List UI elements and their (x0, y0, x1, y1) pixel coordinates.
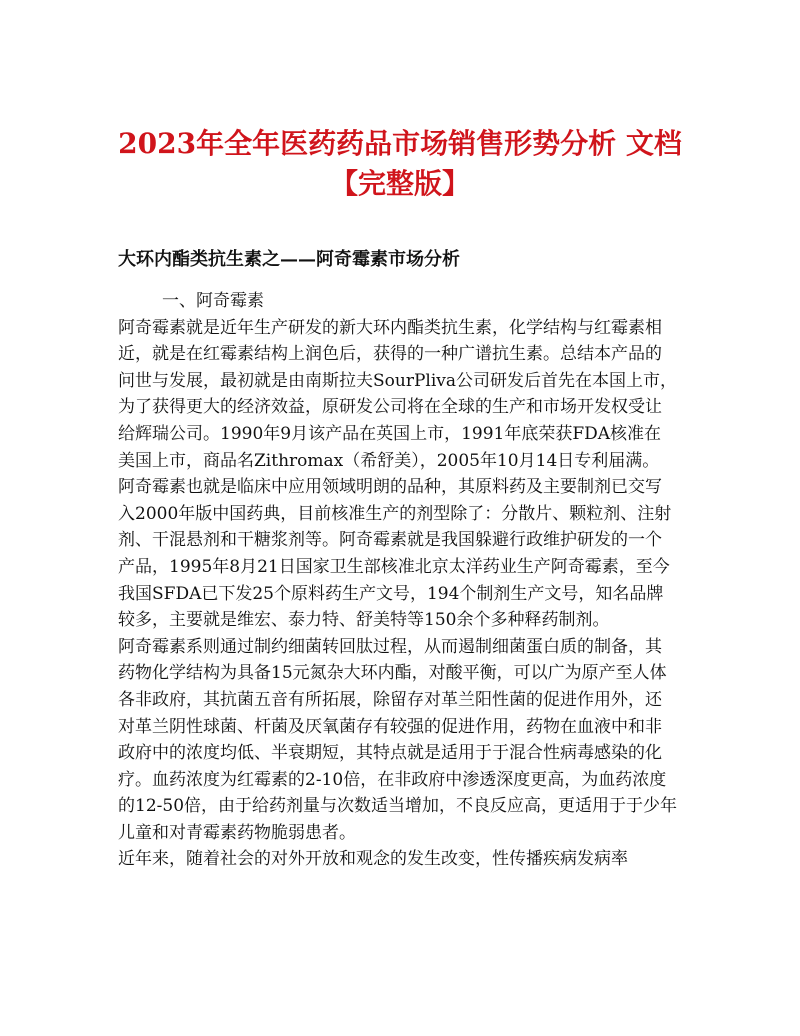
subheading: 一、阿奇霉素 (162, 291, 264, 311)
paragraph: 阿奇霉素系则通过制约细菌转回肽过程，从而遏制细菌蛋白质的制备，其药物化学结构为具备15元氮杂大环内酯，对酸平衡，可以广为原产至人体各非政府，其抗菌五音有所拓展，除留存对革兰阳性菌的促进作用外，还对革兰阴性球菌、杆菌及厌氧菌存有较强的促进作用，药物在血液中和非政府中的浓度均低、半衰期短，其特点就是适用于于混合性病毒感染的化疗。血药浓度为红霉素的2-10倍，在非政府中渗透深度更高，为血药浓度的12-50倍，由于给药剂量与次数适当增加，不良反应高，更适用于于少年儿童和对青霉素药物脆弱患者。 (118, 636, 678, 843)
paragraph: 近年来，随着社会的对外开放和观念的发生改变，性传播疾病发病率 (118, 849, 628, 870)
document-body (118, 288, 678, 873)
section-heading: 大环内酯类抗生素之——阿奇霉素市场分析 (118, 249, 460, 270)
document-title: 2023年全年医药药品市场销售形势分析 文档【完整版】 (118, 127, 682, 200)
paragraph: 阿奇霉素就是近年生产研发的新大环内酯类抗生素，化学结构与红霉素相近，就是在红霉素结构上润色后，获得的一种广谱抗生素。总结本产品的问世与发展，最初就是由南斯拉夫SourPliva公司研发后首先在本国上市，为了获得更大的经济效益，原研发公司将在全球的生产和市场开发权受让给辉瑞公司。1990年9月该产品在英国上市，1991年底荣获FDA核准在美国上市，商品名Zithromax（希舒美），2005年10月14日专利届满。 (118, 317, 678, 471)
paragraph: 阿奇霉素也就是临床中应用领域明朗的品种，其原料药及主要制剂已交写入2000年版中国药典，目前核准生产的剂型除了：分散片、颗粒剂、注射剂、干混悬剂和干糖浆剂等。阿奇霉素就是我国躲避行政维护研发的一个产品，1995年8月21日国家卫生部核准北京太洋药业生产阿奇霉素，至今我国SFDA已下发25个原料药生产文号，194个制剂生产文号，知名品牌较多，主要就是维宏、泰力特、舒美特等150余个多种释药制剂。 (118, 477, 672, 631)
